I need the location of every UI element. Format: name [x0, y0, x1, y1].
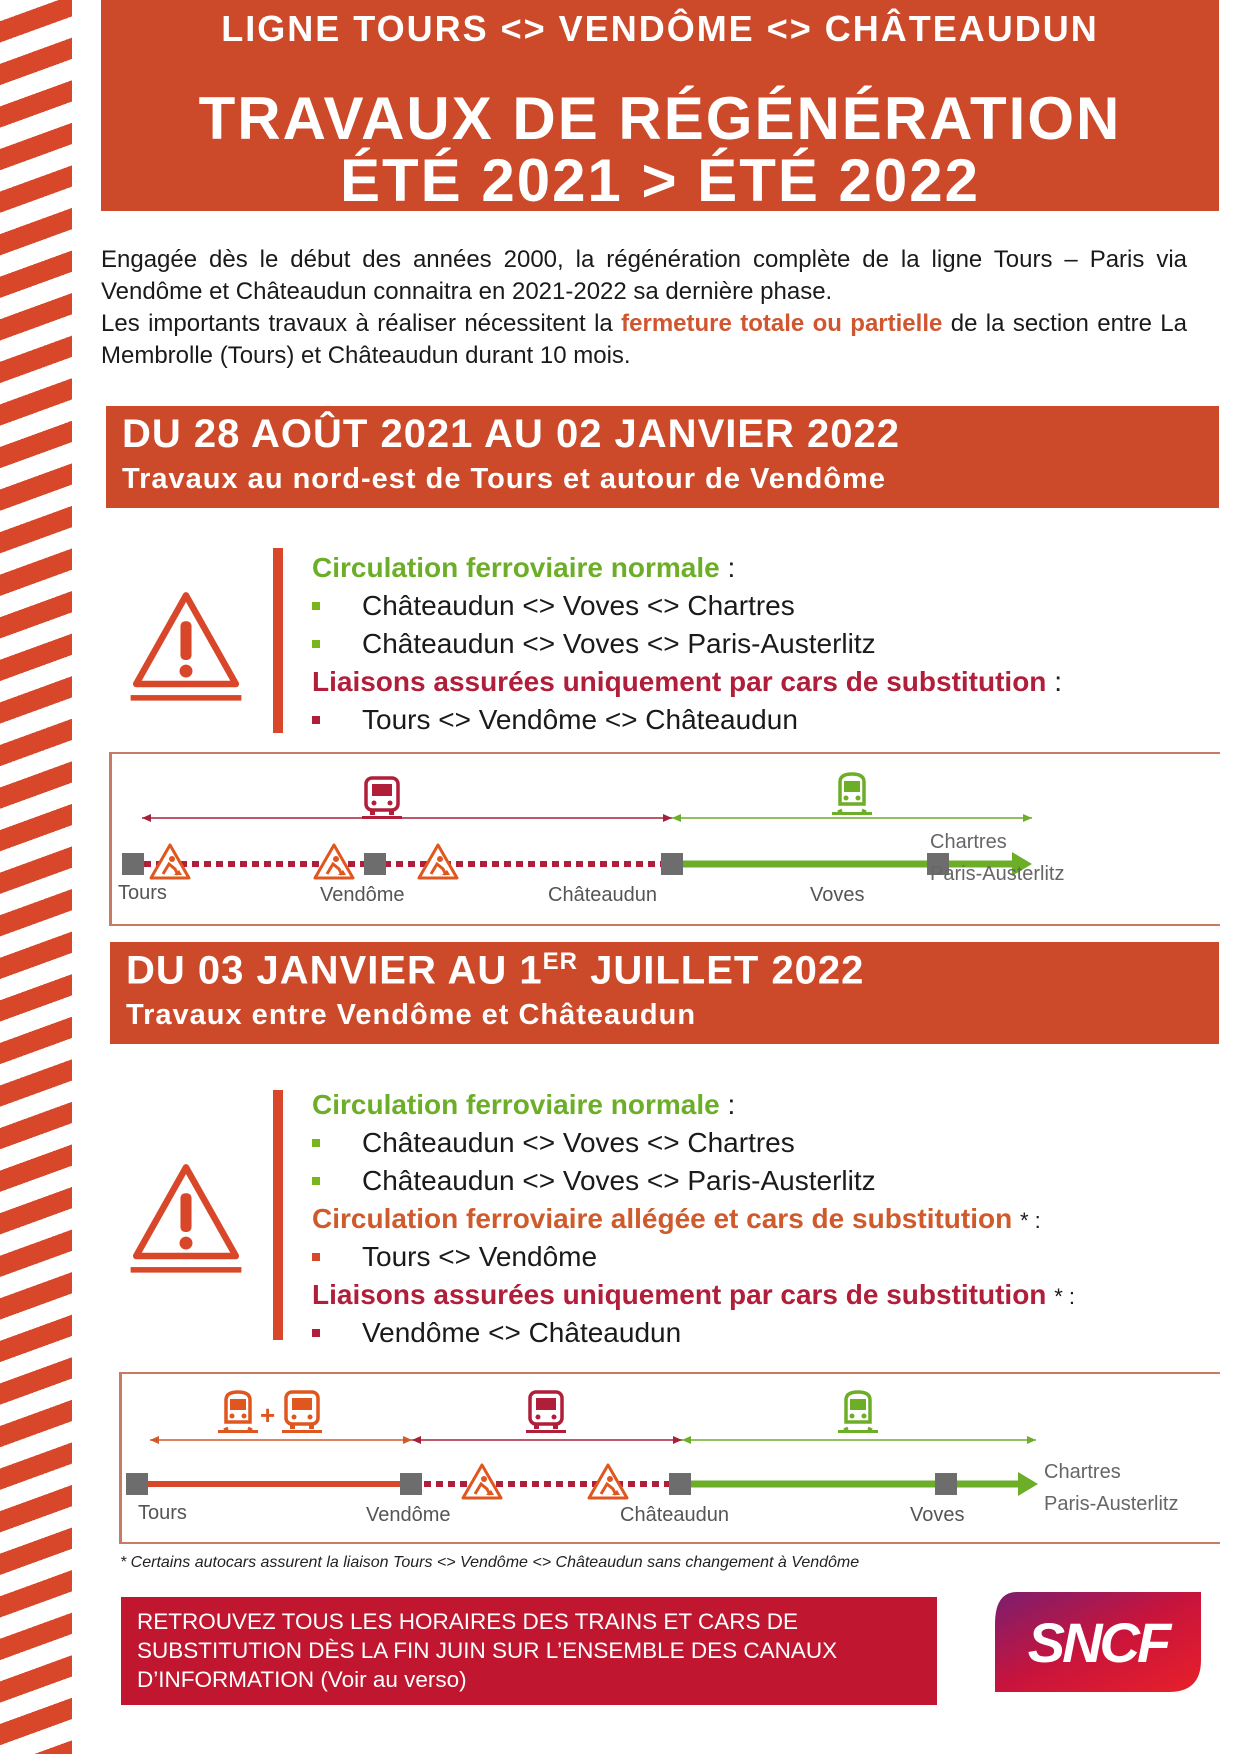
train-icon — [838, 1392, 878, 1433]
route-diagram-2 — [119, 1372, 1220, 1544]
station-marker — [661, 853, 683, 875]
bus-heading-text: Liaisons assurées uniquement par cars de substitution — [312, 666, 1047, 697]
schedule-info-box — [121, 1597, 937, 1705]
mixed-span — [150, 1436, 412, 1444]
page-title — [101, 85, 1219, 214]
list-item-text: Châteaudun <> Voves <> Paris-Austerlitz — [362, 1165, 876, 1196]
roadwork-icon — [315, 845, 353, 878]
bus-icon — [526, 1392, 566, 1433]
period-2-mixed-heading — [312, 1200, 1192, 1238]
period-2-subtitle: Travaux entre Vendôme et Châteaudun — [126, 999, 697, 1032]
list-item-text: Châteaudun <> Voves <> Chartres — [362, 1127, 795, 1158]
bus-span — [142, 814, 672, 822]
title-line-1: TRAVAUX DE RÉGÉNÉRATION — [198, 85, 1122, 152]
mixed-heading-text: Circulation ferroviaire allégée et cars de substitution — [312, 1203, 1013, 1234]
station-label-voves: Voves — [810, 884, 865, 906]
period-2-dates — [126, 948, 1203, 993]
station-label-tours: Tours — [118, 882, 167, 904]
intro-highlight: fermeture totale ou partielle — [621, 310, 943, 337]
period-2-info — [312, 1086, 1192, 1352]
arrow-head — [1018, 1472, 1038, 1496]
station-label-tours: Tours — [138, 1502, 187, 1524]
warning-icon — [125, 1160, 247, 1280]
station-label-vendome: Vendôme — [320, 884, 405, 906]
list-item-text: Vendôme <> Châteaudun — [362, 1317, 682, 1348]
period-2-dates-sup: ER — [542, 948, 578, 975]
line-name: LIGNE TOURS <> VENDÔME <> CHÂTEAUDUN — [221, 8, 1099, 49]
bus-icon — [362, 778, 402, 819]
bullet-icon — [312, 716, 320, 724]
list-item — [312, 1314, 1192, 1352]
dest-chartres: Chartres — [1044, 1461, 1121, 1483]
train-span — [672, 814, 1032, 822]
list-item — [312, 625, 1192, 663]
station-marker — [935, 1473, 957, 1495]
period-2-divider — [273, 1090, 283, 1340]
station-marker — [400, 1473, 422, 1495]
list-item-text: Châteaudun <> Voves <> Chartres — [362, 590, 795, 621]
train-icon — [832, 774, 872, 815]
colon: : — [727, 552, 736, 583]
station-label-voves: Voves — [910, 1504, 965, 1526]
list-item-text: Tours <> Vendôme — [362, 1241, 598, 1272]
colon: : — [1054, 666, 1062, 697]
station-marker — [669, 1473, 691, 1495]
list-item — [312, 1162, 1192, 1200]
intro-text — [101, 244, 1187, 372]
footnote: * Certains autocars assurent la liaison Tours <> Vendôme <> Châteaudun sans changement à Vendôme — [120, 1554, 860, 1571]
warning-icon — [125, 588, 247, 708]
bullet-icon — [312, 1253, 320, 1261]
period-2-dates-end: JUILLET 2022 — [577, 948, 865, 993]
bus-icon — [282, 1392, 322, 1433]
station-label-chateaudun: Châteaudun — [548, 884, 657, 906]
list-item — [312, 1238, 1192, 1276]
star-colon: * : — [1020, 1208, 1041, 1233]
route-diagram-1 — [109, 752, 1220, 926]
intro-p2-start: Les importants travaux à réaliser nécessitent la — [101, 310, 613, 337]
destinations — [930, 826, 1064, 890]
intro-p2-end: de la section entre La Membrolle (Tours) et Châteaudun durant 10 mois. — [101, 310, 1188, 369]
bus-heading-text: Liaisons assurées uniquement par cars de substitution — [312, 1279, 1047, 1310]
period-1-banner — [106, 406, 1219, 508]
train-span — [682, 1436, 1036, 1444]
dest-paris-austerlitz: Paris-Austerlitz — [1044, 1493, 1179, 1515]
cta-line-2: SUBSTITUTION DÈS LA FIN JUIN SUR L’ENSEMBLE DES CANAUX — [137, 1638, 838, 1663]
dest-paris-austerlitz: Paris-Austerlitz — [930, 863, 1065, 885]
list-item — [312, 1124, 1192, 1162]
title-line-2: ÉTÉ 2021 > ÉTÉ 2022 — [339, 147, 981, 214]
normal-heading-text: Circulation ferroviaire normale — [312, 552, 720, 583]
station-label-chateaudun: Châteaudun — [620, 1504, 729, 1526]
train-icon — [218, 1392, 258, 1433]
list-item-text: Tours <> Vendôme <> Châteaudun — [362, 704, 798, 735]
bullet-icon — [312, 1329, 320, 1337]
period-1-bus-heading — [312, 663, 1192, 701]
period-2-dates-start: DU 03 JANVIER AU 1 — [126, 948, 543, 993]
period-2-banner — [110, 942, 1219, 1044]
period-1-divider — [273, 548, 283, 733]
list-item — [312, 701, 1192, 739]
period-2-normal-heading — [312, 1086, 1192, 1124]
bullet-icon — [312, 1139, 320, 1147]
hazard-stripes — [0, 0, 72, 1754]
normal-heading-text: Circulation ferroviaire normale — [312, 1089, 720, 1120]
bullet-icon — [312, 1177, 320, 1185]
period-1-normal-heading — [312, 549, 1192, 587]
station-marker — [364, 853, 386, 875]
station-marker — [126, 1473, 148, 1495]
dest-chartres: Chartres — [930, 831, 1007, 853]
station-marker — [122, 853, 144, 875]
bullet-icon — [312, 640, 320, 648]
roadwork-icon — [463, 1465, 501, 1498]
period-1-info — [312, 549, 1192, 739]
list-item — [312, 587, 1192, 625]
bullet-icon — [312, 602, 320, 610]
header-banner — [101, 0, 1219, 214]
station-label-vendome: Vendôme — [366, 1504, 451, 1526]
list-item-text: Châteaudun <> Voves <> Paris-Austerlitz — [362, 628, 876, 659]
star-colon: * : — [1054, 1284, 1075, 1309]
intro-paragraph-2 — [101, 308, 1187, 372]
colon: : — [727, 1089, 736, 1120]
period-1-dates: DU 28 AOÛT 2021 AU 02 JANVIER 2022 — [122, 412, 901, 456]
period-2-bus-heading — [312, 1276, 1192, 1314]
bus-span — [412, 1436, 682, 1444]
intro-paragraph-1: Engagée dès le début des années 2000, la régénération complète de la ligne Tours – Paris via Vendôme et Châteaudun connaitra en 2021-2022 sa dernière phase. — [101, 246, 1187, 305]
plus-sign: + — [260, 1400, 276, 1430]
sncf-logo-text: SNCF — [1027, 1611, 1169, 1674]
destinations — [1044, 1456, 1178, 1520]
cta-line-1: RETROUVEZ TOUS LES HORAIRES DES TRAINS ET CARS DE — [137, 1609, 798, 1634]
cta-line-3: D’INFORMATION (Voir au verso) — [137, 1667, 467, 1692]
period-1-subtitle: Travaux au nord-est de Tours et autour de Vendôme — [122, 463, 886, 495]
sncf-logo-icon — [995, 1590, 1201, 1694]
